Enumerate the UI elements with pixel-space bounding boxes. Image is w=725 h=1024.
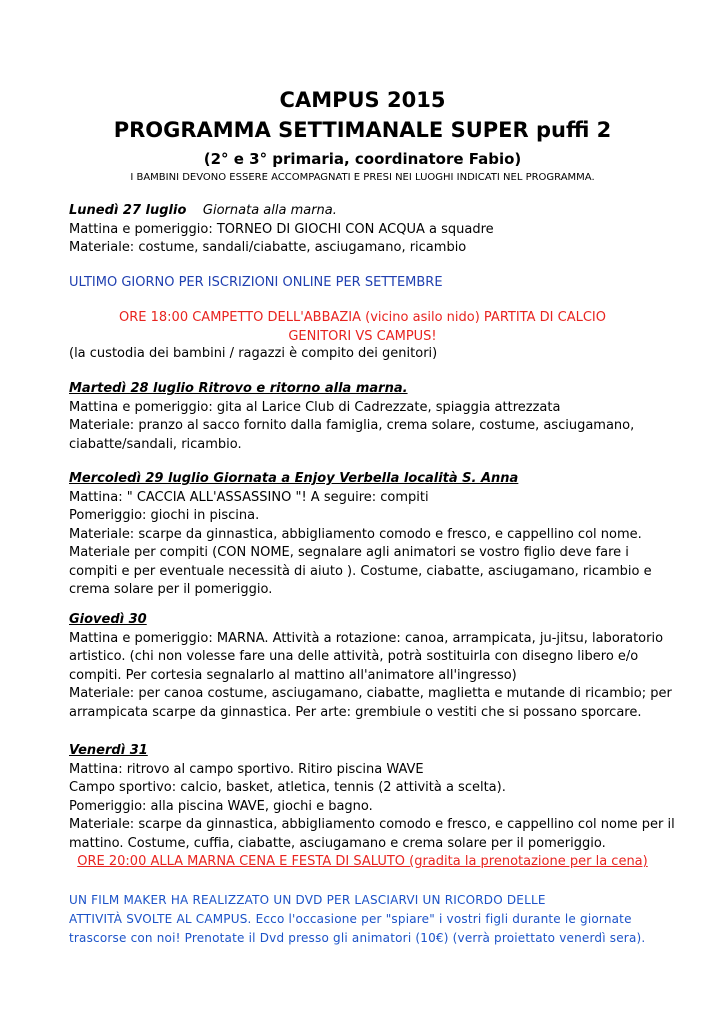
custody-text: (la custodia dei bambini / ragazzi è compito dei genitori)	[69, 346, 438, 361]
document-title: CAMPUS 2015	[279, 88, 446, 112]
friday-event-text: ORE 20:00 ALLA MARNA CENA E FESTA DI SALUTO (gradita la prenotazione per la cena)	[77, 854, 648, 869]
friday-line: Mattina: ritrovo al campo sportivo. Ritiro piscina WAVE	[69, 761, 424, 777]
audience-line: (2° e 3° primaria, coordinatore Fabio)	[203, 150, 522, 168]
monday-event	[40, 309, 685, 346]
wednesday-line: compiti e per eventuale necessità di aiuto ). Costume, ciabatte, asciugamano, ricambio e	[69, 563, 652, 579]
wednesday-section	[69, 470, 669, 600]
monday-day-note: Giornata alla marna.	[202, 203, 337, 218]
dvd-notice-line: trascorse con noi! Prenotate il Dvd presso gli animatori (10€) (verrà proiettato venerdì sera).	[69, 931, 646, 945]
monday-heading	[69, 202, 669, 221]
friday-line: mattino. Costume, cuffia, ciabatte, asciugamano e crema solare per il pomeriggio.	[69, 835, 606, 851]
thursday-line: artistico. (chi non volesse fare una delle attività, potrà sostituirla con disegno libero e/o	[69, 649, 639, 664]
tuesday-section	[69, 380, 669, 454]
wednesday-line: crema solare per il pomeriggio.	[69, 582, 273, 597]
thursday-line: arrampicata scarpe da ginnastica. Per arte: grembiule o vestiti che si possano sporcare.	[69, 704, 642, 720]
monday-event-line: ORE 18:00 CAMPETTO DELL'ABBAZIA (vicino asilo nido) PARTITA DI CALCIO	[119, 310, 606, 325]
monday-day: Lunedì 27 luglio	[69, 203, 187, 218]
thursday-line: compiti. Per cortesia segnalarlo al mattino all'animatore all'ingresso)	[69, 667, 517, 683]
tuesday-line: Mattina e pomeriggio: gita al Larice Club di Cadrezzate, spiaggia attrezzata	[69, 399, 561, 415]
monday-event-line: GENITORI VS CAMPUS!	[288, 328, 437, 344]
pickup-notice: I BAMBINI DEVONO ESSERE ACCOMPAGNATI E PRESI NEI LUOGHI INDICATI NEL PROGRAMMA.	[130, 172, 595, 183]
wednesday-line: Materiale per compiti (CON NOME, segnalare agli animatori se vostro figlio deve fare i	[69, 545, 629, 560]
online-notice	[69, 274, 669, 293]
friday-event	[60, 853, 665, 872]
wednesday-heading: Mercoledì 29 luglio Giornata a Enjoy Verbella località S. Anna	[69, 471, 519, 486]
dvd-notice	[69, 891, 669, 948]
document-subtitle: PROGRAMMA SETTIMANALE SUPER puffi 2	[113, 118, 612, 142]
tuesday-line: Materiale: pranzo al sacco fornito dalla famiglia, crema solare, costume, asciugamano,	[69, 418, 635, 433]
monday-line: Mattina e pomeriggio: TORNEO DI GIOCHI CON ACQUA a squadre	[69, 221, 494, 237]
friday-section	[69, 742, 675, 853]
thursday-line: Materiale: per canoa costume, asciugamano, ciabatte, maglietta e mutande di ricambio; per	[69, 686, 672, 701]
dvd-notice-line: UN FILM MAKER HA REALIZZATO UN DVD PER LASCIARVI UN RICORDO DELLE	[69, 893, 546, 907]
custody-note	[69, 345, 669, 364]
friday-line: Materiale: scarpe da ginnastica, abbigliamento comodo e fresco, e cappellino col nome per il	[69, 817, 675, 832]
thursday-section	[69, 611, 672, 722]
tuesday-heading: Martedì 28 luglio Ritrovo e ritorno alla marna.	[69, 381, 408, 396]
monday-section	[69, 202, 669, 258]
thursday-heading: Giovedì 30	[69, 612, 147, 627]
thursday-line: Mattina e pomeriggio: MARNA. Attività a rotazione: canoa, arrampicata, ju-jitsu, laboratorio	[69, 630, 664, 646]
friday-heading: Venerdì 31	[69, 743, 148, 758]
online-notice-text: ULTIMO GIORNO PER ISCRIZIONI ONLINE PER SETTEMBRE	[69, 275, 443, 290]
tuesday-line: ciabatte/sandali, ricambio.	[69, 436, 242, 452]
wednesday-line: Pomeriggio: giochi in piscina.	[69, 508, 260, 523]
dvd-notice-line: ATTIVITÀ SVOLTE AL CAMPUS. Ecco l'occasione per "spiare" i vostri figli durante le giornate	[69, 912, 632, 926]
monday-line: Materiale: costume, sandali/ciabatte, asciugamano, ricambio	[69, 240, 467, 255]
wednesday-line: Mattina: " CACCIA ALL'ASSASSINO "! A seguire: compiti	[69, 489, 429, 505]
wednesday-line: Materiale: scarpe da ginnastica, abbigliamento comodo e fresco, e cappellino col nome.	[69, 526, 642, 542]
friday-line: Campo sportivo: calcio, basket, atletica, tennis (2 attività a scelta).	[69, 780, 506, 795]
friday-line: Pomeriggio: alla piscina WAVE, giochi e bagno.	[69, 798, 373, 814]
